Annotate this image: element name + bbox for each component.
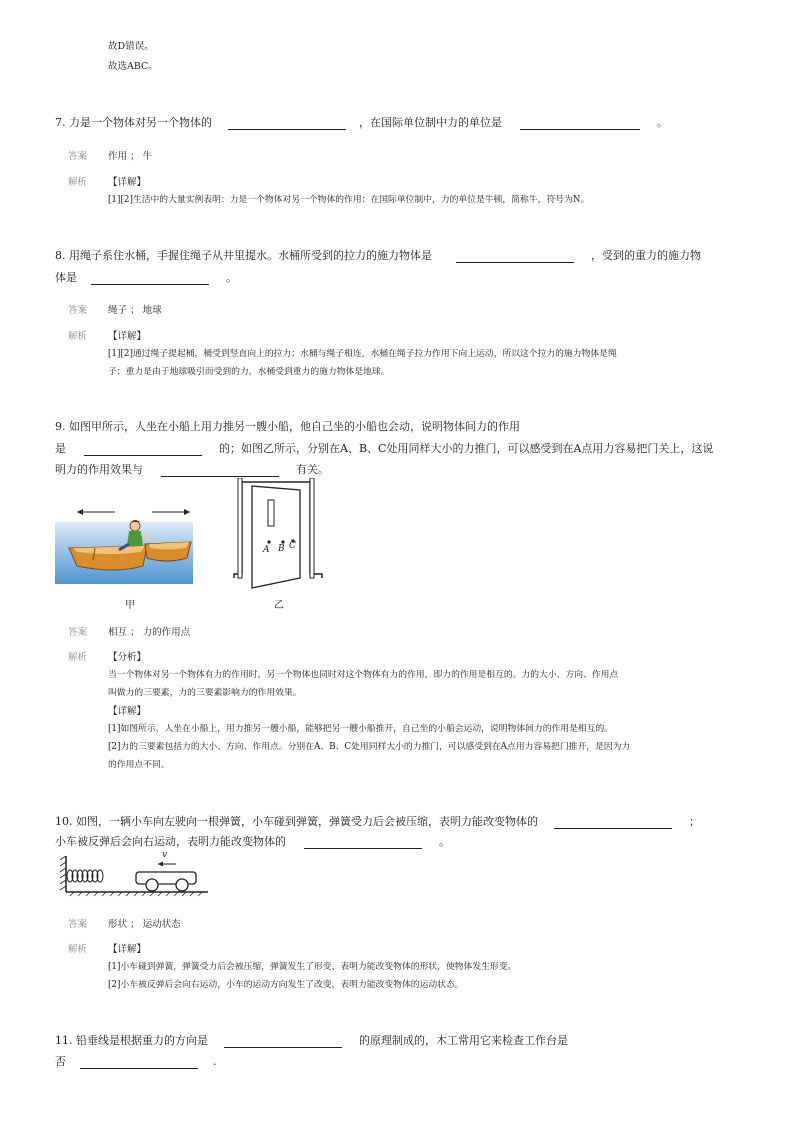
q8-text-3: 体是 [55, 271, 77, 284]
answer-label: 答案 [68, 627, 88, 638]
q9-analysis-1: 当一个物体对另一个物体有力的作用时，另一个物体也同时对这个物体有力的作用，即力的作用是相互的。力的大小、方向、作用点 [108, 670, 619, 680]
q8-answer: 绳子 ； 地球 [108, 305, 162, 316]
analysis-label: 解析 [68, 652, 88, 663]
door-point-c: C [289, 541, 296, 551]
q7-blank-2[interactable] [520, 117, 640, 130]
q8-blank-2[interactable] [91, 272, 209, 285]
q10-blank-1[interactable] [554, 816, 672, 829]
question-7 [55, 116, 668, 130]
q7-blank-1[interactable] [228, 117, 346, 130]
q9-analysis-2: 叫做力的三要素，力的三要素影响力的作用效果。 [108, 688, 302, 698]
q11-text-5: . [213, 1055, 217, 1068]
q10-detail-2: [2]小车被反弹后会向右运动，小车的运动方向发生了改变，表明力能改变物体的运动状态。 [108, 980, 464, 990]
q11-blank-1[interactable] [224, 1035, 342, 1048]
prev-solution-line-1: 故D错误。 [108, 41, 154, 52]
answer-label: 答案 [68, 151, 88, 162]
q8-text-1: 8. 用绳子系住水桶，手握住绳子从井里提水。水桶所受到的拉力的施力物体是 [55, 249, 432, 262]
q11-text-1: 11. 铅垂线是根据重力的方向是 [55, 1034, 208, 1047]
q8-analysis-row [68, 330, 146, 343]
q9-detail-3: 的作用点不同。 [108, 760, 170, 770]
spring-cart-figure [58, 852, 210, 898]
q10-answer: 形状 ； 运动状态 [108, 919, 181, 930]
q7-answer-row [68, 150, 152, 163]
q7-text-2: ，在国际单位制中力的单位是 [359, 116, 502, 129]
analysis-label: 解析 [68, 331, 88, 342]
q8-answer-row [68, 304, 162, 317]
q10-text-2: ； [689, 815, 700, 828]
question-8-line-2 [55, 271, 237, 285]
q9-answer-row [68, 626, 190, 639]
q9-text-5: 有关。 [296, 463, 329, 476]
q8-blank-1[interactable] [456, 250, 574, 263]
q9-text-2: 是 [55, 442, 66, 455]
q11-blank-2[interactable] [80, 1056, 198, 1069]
question-8-line-1 [55, 249, 701, 263]
door-figure [232, 478, 324, 590]
figure-yi-caption: 乙 [274, 600, 284, 611]
q11-text-2: 的原理制 [359, 1034, 403, 1047]
answer-label: 答案 [68, 305, 88, 316]
question-11-line-1 [55, 1034, 568, 1048]
q10-text-1: 10. 如图，一辆小车向左驶向一根弹簧，小车碰到弹簧，弹簧受力后会被压缩，表明力能改变物体的 [55, 815, 538, 828]
analysis-label: 解析 [68, 944, 88, 955]
analysis-label: 解析 [68, 177, 88, 188]
q9-text-4: 明力的作用效果与 [55, 463, 143, 476]
q10-detail-1: [1]小车碰到弹簧，弹簧受力后会被压缩，弹簧发生了形变，表明力能改变物体的形状，使物体发生形变。 [108, 962, 517, 972]
q9-detail-1: [1]如图所示，人坐在小船上，用力推另一艘小船，能够把另一艘小船推开，自己坐的小船会运动，说明物体间力的作用是相互的。 [108, 724, 614, 734]
question-10-line-1 [55, 815, 700, 829]
q10-analysis-row [68, 943, 146, 956]
q8-detail-2: 子；重力是由于地球吸引而受到的力，水桶受到重力的施力物体是地球。 [108, 367, 390, 377]
q10-detail-tag: 【详解】 [108, 944, 147, 955]
q10-blank-2[interactable] [304, 836, 422, 849]
q9-text-1: 9. 如图甲所示，人坐在小船上用力推另一艘小船，他自己坐的小船也会动，说明物体间力的作用 [55, 420, 520, 433]
q7-analysis-row [68, 176, 146, 189]
q7-text-1: 7. 力是一个物体对另一个物体的 [55, 116, 212, 129]
q11-text-4: 否 [55, 1055, 66, 1068]
question-11-line-2 [55, 1055, 217, 1069]
q7-detail-tag: 【详解】 [108, 177, 147, 188]
q9-analysis-tag: 【分析】 [108, 652, 147, 663]
q10-text-3: 小车被反弹后会向右运动，表明力能改变物体的 [55, 835, 286, 848]
prev-solution-line-2: 故选ABC。 [108, 61, 158, 72]
door-point-a: A [263, 545, 270, 555]
q9-text-3: 的；如图乙所示，分别在A、B、C处用同样大小的力推门，可以感受到在A点用力容易把门关上，这说 [219, 442, 714, 455]
q10-text-4: 。 [439, 835, 450, 848]
question-9-line-3 [55, 463, 329, 477]
q10-answer-row [68, 918, 181, 931]
q9-analysis-row [68, 651, 146, 664]
q7-detail-1: [1][2]生活中的大量实例表明：力是一个物体对另一个物体的作用；在国际单位制中，力的单位是牛顿，简称牛，符号为N。 [108, 195, 590, 205]
question-10-line-2 [55, 835, 450, 849]
q7-answer: 作用 ； 牛 [108, 151, 153, 162]
q8-detail-1: [1][2]通过绳子提起桶，桶受到竖直向上的拉力；水桶与绳子相连，水桶在绳子拉力作用下向上运动，所以这个拉力的施力物体是绳 [108, 349, 617, 359]
q8-text-4: 。 [226, 271, 237, 284]
velocity-label: v [162, 850, 168, 860]
q8-text-2: ，受到的重力的施力物 [591, 249, 701, 262]
q11-text-3: 成的，木工常用它来检查工作台是 [403, 1034, 568, 1047]
boats-figure [55, 500, 193, 584]
q9-detail-2: [2]力的三要素包括力的大小、方向、作用点。分别在A、B、C处用同样大小的力推门，可以感受到在A点用力容易把门推开，是因为力 [108, 742, 631, 752]
door-point-b: B [278, 544, 285, 554]
q7-text-3: 。 [657, 116, 668, 129]
answer-label: 答案 [68, 919, 88, 930]
q9-blank-1[interactable] [84, 443, 202, 456]
q9-answer: 相互 ； 力的作用点 [108, 627, 191, 638]
question-9-line-2 [55, 442, 713, 456]
q9-detail-tag: 【详解】 [108, 706, 147, 717]
q9-blank-2[interactable] [161, 464, 279, 477]
q8-detail-tag: 【详解】 [108, 331, 147, 342]
figure-jia-caption: 甲 [125, 600, 135, 611]
